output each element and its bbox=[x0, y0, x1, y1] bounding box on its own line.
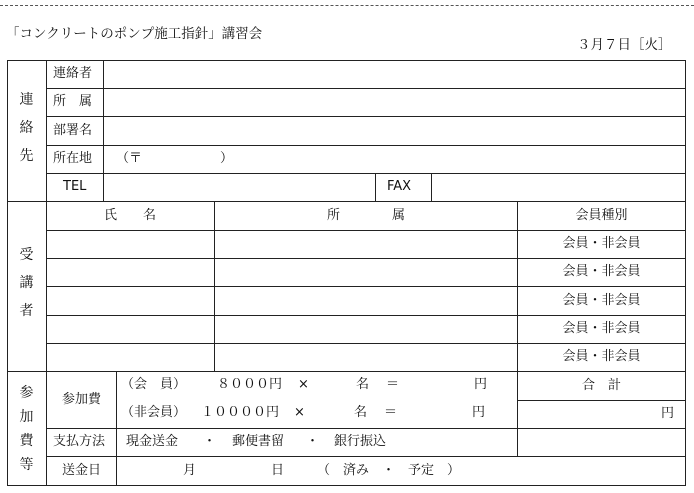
contact-fax-field[interactable] bbox=[432, 174, 685, 201]
contact-section-label: 連 絡 先 bbox=[19, 92, 34, 164]
contact-department-label: 部署名 bbox=[53, 123, 93, 138]
payment-option-registered-mail[interactable]: 郵便書留 bbox=[232, 434, 285, 449]
attendees-section-label: 受 講 者 bbox=[19, 247, 34, 319]
attendees-type-header: 会員種別 bbox=[575, 208, 628, 223]
attendee-type-option[interactable]: 会員・非会員 bbox=[562, 349, 641, 364]
payment-option-bank-transfer[interactable]: 銀行振込 bbox=[334, 434, 387, 449]
attendee-type-option[interactable]: 会員・非会員 bbox=[562, 264, 641, 279]
attendee-type-option[interactable]: 会員・非会員 bbox=[562, 236, 641, 251]
contact-department-field[interactable] bbox=[104, 117, 685, 145]
contact-fax-label: FAX bbox=[387, 179, 412, 194]
payment-option-cash[interactable]: 現金送金 bbox=[126, 434, 179, 449]
contact-affiliation-label: 所 属 bbox=[53, 94, 93, 109]
fee-label: 参加費 bbox=[62, 392, 102, 407]
attendee-type-option[interactable]: 会員・非会員 bbox=[562, 293, 641, 308]
sent-status-options[interactable]: （ 済み ・ 予定 ） bbox=[317, 463, 461, 478]
event-date: ３月７日［火］ bbox=[577, 37, 672, 53]
attendees-affiliation-header: 所 属 bbox=[326, 208, 405, 223]
contact-name-label: 連絡者 bbox=[53, 66, 93, 81]
cut-line bbox=[0, 5, 694, 6]
sent-date-label: 送金日 bbox=[62, 463, 102, 478]
contact-tel-field[interactable] bbox=[104, 174, 375, 201]
sent-month-unit: 月 bbox=[183, 463, 197, 478]
fees-section-label: 参 加 費 等 bbox=[19, 385, 34, 473]
attendees-name-header: 氏 名 bbox=[103, 208, 156, 223]
contact-address-label: 所在地 bbox=[53, 151, 93, 166]
contact-name-field[interactable] bbox=[104, 61, 685, 88]
attendee-type-option[interactable]: 会員・非会員 bbox=[562, 321, 641, 336]
contact-tel-label: TEL bbox=[63, 179, 87, 194]
sent-day-unit: 日 bbox=[271, 463, 285, 478]
contact-affiliation-field[interactable] bbox=[104, 89, 685, 116]
contact-address-field[interactable]: （〒 ） bbox=[116, 151, 234, 166]
payment-method-label: 支払方法 bbox=[53, 434, 106, 449]
form-title: 「コンクリートのポンプ施工指針」講習会 bbox=[6, 26, 263, 42]
total-unit: 円 bbox=[661, 406, 675, 421]
total-label: 合 計 bbox=[581, 378, 621, 393]
